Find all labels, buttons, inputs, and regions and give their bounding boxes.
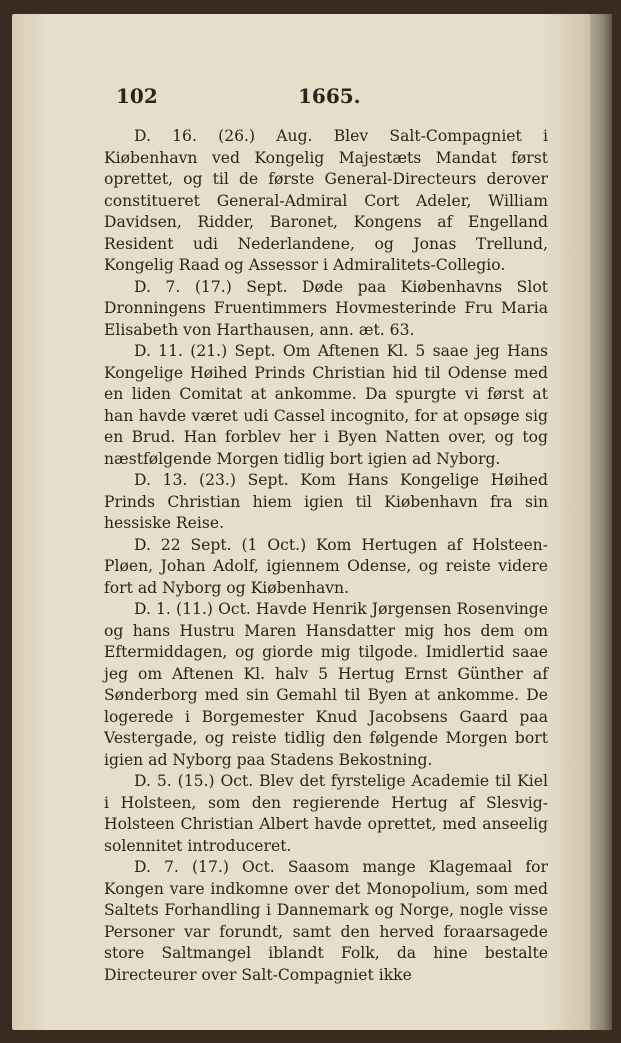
entry-sept-11: D. 11. (21.) Sept. Om Aftenen Kl. 5 saae jeg Hans Kongelige Høihed Prinds Christian hid til Odense med en liden Comitat at ankomme. Da spurgte vi først at han havde været udi Cassel incognito, for at opsøge sig en Brud. Han forblev her i Byen Natten over, og tog næstfølgende Morgen tidlig bort igien ad Nyborg.: [104, 342, 548, 468]
entry-sept-7: D. 7. (17.) Sept. Døde paa Kiøbenhavns Slot Dronningens Fruentimmers Hovmesterinde Fru Maria Elisabeth von Harthausen, ann. æt. 63.: [104, 277, 548, 339]
page-number: 102: [116, 84, 158, 108]
page-edge: [590, 14, 612, 1030]
entry-oct-7: D. 7. (17.) Oct. Saasom mange Klagemaal for Kongen vare indkomne over det Monopolium, som med Saltets Forhandling i Dannemark og Norge, nogle visse Personer var forundt, samt den herved foraarsagede store Saltmangel iblandt Folk, da hine bestalte Directeurer over Salt-Compagniet ikke: [104, 858, 548, 984]
entry-aug-16: D. 16. (26.) Aug. Blev Salt-Compagniet i Kiøbenhavn ved Kongelig Majestæts Mandat først oprettet, og til de første General-Directeurs derover constitueret General-Admiral Cort Adeler, William Davidsen, Ridder, Baronet, Kongens af Engelland Resident udi Nederlandene, og Jonas Trellund, Kongelig Raad og Assessor i Admiralitets-Collegio.: [104, 127, 548, 274]
entry-oct-5: D. 5. (15.) Oct. Blev det fyrstelige Academie til Kiel i Holsteen, som den regierende Hertug af Slesvig-Holsteen Christian Albert havde oprettet, med anseelig solennitet introduceret.: [104, 772, 548, 855]
page-year: 1665.: [298, 84, 361, 108]
entry-sept-13: D. 13. (23.) Sept. Kom Hans Kongelige Høihed Prinds Christian hiem igien til Kiøbenhavn fra sin hessiske Reise.: [104, 471, 548, 532]
entry-sept-22: D. 22 Sept. (1 Oct.) Kom Hertugen af Holsteen-Pløen, Johan Adolf, igiennem Odense, og reiste videre fort ad Nyborg og Kiøbenhavn.: [104, 535, 548, 597]
page-header: [104, 84, 548, 112]
page-text: [104, 126, 548, 986]
entry-oct-1: D. 1. (11.) Oct. Havde Henrik Jørgensen Rosenvinge og hans Hustru Maren Hansdatter mig hos dem om Eftermiddagen, og giorde mig tilgode. Imidlertid saae jeg om Aftenen Kl. halv 5 Hertug Ernst Günther af Sønderborg med sin Gemahl til Byen at ankomme. De logerede i Borgemester Knud Jacobsens Gaard paa Vestergade, og reiste tidlig den følgende Morgen bort igien ad Nyborg paa Stadens Bekostning.: [104, 600, 548, 769]
